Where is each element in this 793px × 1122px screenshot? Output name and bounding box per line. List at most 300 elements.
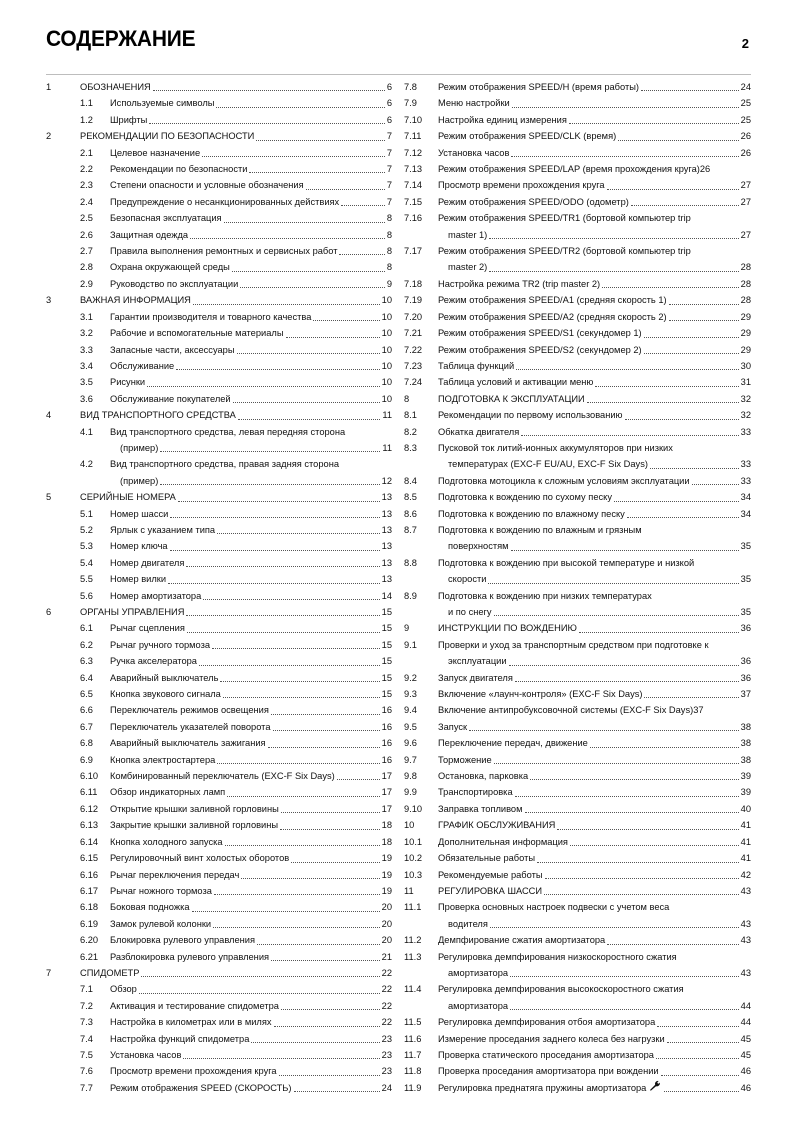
toc-title: ПОДГОТОВКА К ЭКСПЛУАТАЦИИ — [438, 393, 585, 404]
toc-number: 8.7 — [404, 524, 417, 535]
toc-title: Рекомендуемые работы — [438, 869, 543, 880]
toc-entry[interactable] — [404, 358, 751, 374]
toc-entry[interactable] — [46, 374, 392, 390]
toc-page-number: 21 — [381, 951, 392, 962]
toc-page-number: 22 — [381, 1017, 392, 1028]
toc-entry[interactable] — [46, 735, 392, 751]
toc-entry-body — [80, 965, 392, 981]
toc-entry-body — [110, 801, 392, 817]
dot-leader — [141, 976, 379, 977]
toc-entry[interactable] — [404, 145, 751, 161]
toc-number: 11.3 — [404, 951, 422, 962]
toc-entry[interactable] — [404, 752, 751, 768]
toc-number: 7.16 — [404, 213, 423, 224]
toc-entry[interactable] — [46, 916, 392, 932]
toc-page-number: 32 — [740, 393, 751, 404]
toc-title: Комбинированный переключатель (EXC-F Six Days) — [110, 771, 335, 782]
toc-entry[interactable] — [404, 161, 751, 177]
toc-number: 11 — [404, 885, 414, 896]
toc-page-number: 16 — [381, 754, 392, 765]
toc-title: Ручка акселератора — [110, 656, 197, 667]
toc-number: 6.1 — [80, 623, 93, 634]
toc-title: Номер ключа — [110, 541, 168, 552]
toc-page-number: 13 — [381, 557, 392, 568]
toc-entry[interactable] — [404, 473, 751, 489]
toc-entry-body — [438, 834, 751, 850]
dot-leader — [515, 681, 739, 682]
toc-entry[interactable] — [404, 374, 751, 390]
toc-section[interactable] — [46, 128, 392, 144]
toc-entry[interactable] — [404, 391, 751, 407]
toc-page-number: 34 — [740, 508, 751, 519]
toc-title: Аварийный выключатель зажигания — [110, 738, 266, 749]
toc-number: 10 — [404, 820, 415, 831]
toc-entry[interactable] — [404, 210, 751, 243]
toc-entry-body — [438, 637, 751, 670]
toc-entry[interactable] — [46, 325, 392, 341]
dot-leader — [160, 451, 380, 452]
toc-entry[interactable] — [404, 768, 751, 784]
toc-page-number: 38 — [740, 754, 751, 765]
toc-page-number: 15 — [381, 623, 392, 634]
toc-entry-body — [110, 424, 392, 457]
toc-entry-body — [110, 243, 392, 259]
toc-page-number: 35 — [740, 574, 751, 585]
toc-entry-body — [80, 79, 392, 95]
toc-page-number: 41 — [740, 853, 751, 864]
toc-page-number: 41 — [740, 836, 751, 847]
toc-entry[interactable] — [404, 506, 751, 522]
toc-title: Замок рулевой колонки — [110, 918, 212, 929]
toc-title: Рычаг ножного тормоза — [110, 885, 212, 896]
toc-number: 11.7 — [404, 1049, 422, 1060]
toc-entry[interactable] — [46, 243, 392, 259]
toc-page-number: 13 — [381, 541, 392, 552]
toc-number: 6.4 — [80, 672, 93, 683]
toc-title: Степени опасности и условные обозначения — [110, 180, 304, 191]
toc-page-number: 38 — [740, 721, 751, 732]
toc-page-number: 37 — [740, 689, 751, 700]
toc-entry[interactable] — [404, 1031, 751, 1047]
toc-section[interactable] — [46, 407, 392, 423]
toc-entry[interactable] — [404, 1047, 751, 1063]
toc-entry[interactable] — [404, 702, 751, 718]
dot-leader — [595, 386, 738, 387]
toc-title-continuation — [438, 456, 751, 472]
toc-page-number: 35 — [740, 607, 751, 617]
dot-leader — [281, 1009, 380, 1010]
toc-entry[interactable] — [404, 440, 751, 473]
toc-entry[interactable] — [46, 227, 392, 243]
toc-number: 2.2 — [80, 164, 93, 175]
dot-leader — [570, 845, 739, 846]
toc-title: Подготовка к вождению по сухому песку — [438, 492, 612, 503]
toc-entry[interactable] — [404, 407, 751, 423]
dot-leader — [224, 222, 385, 223]
toc-entry[interactable] — [404, 1063, 751, 1079]
toc-entry-body — [438, 177, 751, 193]
dot-leader — [240, 287, 385, 288]
toc-entry-body — [438, 112, 751, 128]
toc-title-line: Проверки и уход за транспортным средством при подготовке к — [438, 639, 709, 650]
toc-entry-body — [110, 670, 392, 686]
toc-entry[interactable] — [46, 834, 392, 850]
toc-page-number: 19 — [381, 885, 392, 896]
toc-entry[interactable] — [404, 1080, 751, 1096]
toc-number: 7.19 — [404, 295, 423, 306]
toc-number: 11.6 — [404, 1033, 422, 1044]
dot-leader — [279, 1075, 380, 1076]
toc-entry-body — [110, 883, 392, 899]
toc-entry[interactable] — [46, 555, 392, 571]
toc-entry[interactable] — [46, 1031, 392, 1047]
toc-page-number: 18 — [381, 836, 392, 847]
toc-entry[interactable] — [46, 145, 392, 161]
toc-section[interactable] — [46, 965, 392, 981]
toc-title: Рычаг сцепления — [110, 623, 185, 634]
toc-entry[interactable] — [46, 259, 392, 275]
toc-title: Измерение проседания заднего колеса без нагрузки — [438, 1033, 665, 1044]
dot-leader — [186, 566, 379, 567]
toc-left-column — [46, 79, 392, 1096]
toc-title-line: Вид транспортного средства, правая задняя сторона — [110, 459, 340, 470]
toc-page-number: 8 — [386, 262, 392, 273]
toc-number: 7.13 — [404, 164, 423, 175]
toc-page-number: 29 — [740, 344, 751, 355]
toc-entry-body — [110, 342, 392, 358]
toc-title: master 1) — [448, 229, 488, 240]
dot-leader — [537, 862, 739, 863]
toc-entry[interactable] — [46, 358, 392, 374]
dot-leader — [644, 353, 739, 354]
toc-title: температурах (EXC-F EU/AU, EXC-F Six Days) — [448, 459, 648, 470]
toc-section[interactable] — [46, 604, 392, 620]
toc-section[interactable] — [46, 292, 392, 308]
toc-number: 7.5 — [80, 1049, 93, 1060]
toc-entry[interactable] — [46, 686, 392, 702]
toc-entry[interactable] — [404, 276, 751, 292]
toc-title: Регулировочный винт холостых оборотов — [110, 853, 290, 864]
dot-leader — [544, 894, 739, 895]
toc-entry[interactable] — [404, 899, 751, 932]
toc-entry[interactable] — [46, 620, 392, 636]
toc-entry[interactable] — [46, 1047, 392, 1063]
dot-leader — [587, 402, 739, 403]
toc-title-continuation — [438, 916, 751, 932]
toc-number: 11.5 — [404, 1017, 422, 1028]
toc-entry[interactable] — [404, 670, 751, 686]
toc-entry[interactable] — [404, 949, 751, 982]
toc-entry[interactable] — [404, 112, 751, 128]
toc-entry[interactable] — [46, 342, 392, 358]
toc-entry[interactable] — [46, 670, 392, 686]
toc-entry-body — [438, 932, 751, 948]
toc-entry[interactable] — [404, 620, 751, 636]
toc-number: 6.8 — [80, 738, 93, 749]
toc-entry[interactable] — [404, 932, 751, 948]
toc-entry[interactable] — [46, 784, 392, 800]
toc-section[interactable] — [46, 79, 392, 95]
toc-title: Проверка статического проседания амортизатора — [438, 1049, 654, 1060]
toc-entry[interactable] — [404, 555, 751, 588]
toc-page-number: 43 — [740, 935, 751, 946]
toc-entry[interactable] — [46, 801, 392, 817]
toc-entry[interactable] — [46, 95, 392, 111]
dot-leader — [489, 238, 738, 239]
toc-number: 7.7 — [80, 1082, 93, 1093]
toc-entry-body — [438, 850, 751, 866]
toc-number: 11.4 — [404, 984, 422, 995]
toc-page-number: 20 — [381, 918, 392, 929]
dot-leader — [306, 189, 385, 190]
toc-entry[interactable] — [404, 128, 751, 144]
toc-title: (пример) — [120, 475, 159, 486]
dot-leader — [490, 927, 739, 928]
dot-leader — [657, 1026, 738, 1027]
toc-entry[interactable] — [404, 424, 751, 440]
toc-title: Транспортировка — [438, 787, 513, 798]
toc-title: master 2) — [448, 262, 488, 273]
toc-entry[interactable] — [46, 456, 392, 489]
toc-entry[interactable] — [404, 522, 751, 555]
toc-entry[interactable] — [404, 177, 751, 193]
toc-entry[interactable] — [46, 883, 392, 899]
toc-entry[interactable] — [46, 112, 392, 128]
toc-entry[interactable] — [404, 850, 751, 866]
toc-entry[interactable] — [404, 981, 751, 1014]
dot-leader — [160, 484, 379, 485]
toc-entry[interactable] — [404, 489, 751, 505]
toc-title: Рекомендации по первому использованию — [438, 410, 623, 421]
toc-number: 2.3 — [80, 180, 93, 191]
toc-title: Настройка режима TR2 (trip master 2) — [438, 278, 601, 289]
dot-leader — [227, 796, 379, 797]
toc-entry-body — [110, 817, 392, 833]
toc-entry-body — [438, 867, 751, 883]
toc-entry[interactable] — [46, 752, 392, 768]
toc-entry[interactable] — [404, 325, 751, 341]
toc-page-number: 36 — [740, 672, 751, 683]
toc-entry[interactable] — [46, 194, 392, 210]
toc-entry[interactable] — [46, 276, 392, 292]
dot-leader — [190, 238, 385, 239]
dot-leader — [202, 156, 385, 157]
toc-entry[interactable] — [46, 177, 392, 193]
toc-entry[interactable] — [46, 899, 392, 915]
toc-entry-body — [438, 752, 751, 768]
toc-entry[interactable] — [404, 686, 751, 702]
toc-entry-body — [438, 325, 751, 341]
toc-page-number: 36 — [740, 623, 751, 634]
toc-entry[interactable] — [404, 292, 751, 308]
dot-leader — [641, 90, 739, 91]
toc-entry-body — [438, 768, 751, 784]
toc-entry[interactable] — [46, 309, 392, 325]
dot-leader — [664, 1091, 738, 1092]
toc-entry[interactable] — [46, 506, 392, 522]
toc-entry[interactable] — [404, 883, 751, 899]
toc-page-number: 20 — [381, 902, 392, 913]
toc-entry[interactable] — [404, 194, 751, 210]
dot-leader — [192, 911, 380, 912]
toc-entry[interactable] — [46, 538, 392, 554]
toc-title: Правила выполнения ремонтных и сервисных работ — [110, 246, 338, 257]
toc-entry[interactable] — [46, 768, 392, 784]
toc-title: Охрана окружающей среды — [110, 262, 230, 273]
toc-entry[interactable] — [404, 243, 751, 276]
toc-page-number: 27 — [740, 180, 751, 191]
toc-page-number: 46 — [740, 1066, 751, 1077]
toc-entry[interactable] — [404, 95, 751, 111]
toc-page-number: 8 — [386, 229, 392, 240]
toc-title-line: Регулировка демпфирования низкоскоростного сжатия — [438, 951, 677, 962]
toc-entry[interactable] — [46, 637, 392, 653]
toc-entry[interactable] — [404, 79, 751, 95]
toc-entry[interactable] — [404, 784, 751, 800]
toc-number: 9.7 — [404, 754, 417, 765]
toc-number: 3.2 — [80, 328, 93, 339]
toc-entry[interactable] — [46, 998, 392, 1014]
dot-leader — [631, 205, 739, 206]
toc-title: Режим отображения SPEED/LAP (время прохождения круга) — [438, 164, 700, 175]
toc-number: 2.8 — [80, 262, 93, 273]
toc-number: 6.12 — [80, 803, 99, 814]
toc-title: Подготовка мотоцикла к сложным условиям эксплуатации — [438, 475, 690, 486]
toc-page-number: 38 — [740, 738, 751, 749]
toc-entry[interactable] — [46, 817, 392, 833]
toc-entry[interactable] — [46, 932, 392, 948]
toc-entry[interactable] — [404, 735, 751, 751]
toc-entry[interactable] — [404, 309, 751, 325]
toc-entry[interactable] — [46, 161, 392, 177]
toc-entry-body — [110, 1031, 392, 1047]
toc-number: 1.1 — [80, 98, 93, 109]
toc-entry[interactable] — [46, 588, 392, 604]
toc-entry[interactable] — [46, 1014, 392, 1030]
toc-title: Режим отображения SPEED/S1 (секундомер 1) — [438, 328, 642, 339]
toc-entry-body — [110, 210, 392, 226]
toc-entry[interactable] — [46, 522, 392, 538]
toc-entry[interactable] — [404, 1014, 751, 1030]
toc-page-number: 29 — [740, 311, 751, 322]
toc-entry[interactable] — [404, 834, 751, 850]
toc-title: Обзор индикаторных ламп — [110, 787, 226, 798]
toc-title: Рабочие и вспомогательные материалы — [110, 328, 284, 339]
toc-title: СПИДОМЕТР — [80, 967, 140, 978]
toc-entry[interactable] — [46, 867, 392, 883]
dot-leader — [273, 730, 380, 731]
toc-number: 7.9 — [404, 98, 417, 109]
toc-entry-body — [110, 1014, 392, 1030]
toc-page-number: 23 — [381, 1033, 392, 1044]
toc-title: ГРАФИК ОБСЛУЖИВАНИЯ — [438, 820, 556, 831]
toc-entry[interactable] — [46, 981, 392, 997]
toc-entry[interactable] — [404, 342, 751, 358]
toc-entry-body — [110, 719, 392, 735]
dot-leader — [233, 402, 380, 403]
toc-entry[interactable] — [404, 719, 751, 735]
toc-title: эксплуатации — [448, 656, 507, 667]
toc-entry[interactable] — [404, 637, 751, 670]
dot-leader — [509, 665, 739, 666]
toc-title: РЕКОМЕНДАЦИИ ПО БЕЗОПАСНОСТИ — [80, 131, 255, 142]
toc-entry-body — [438, 128, 751, 144]
toc-title: амортизатора — [448, 1000, 509, 1011]
page-number: 2 — [741, 36, 749, 51]
toc-number: 8.9 — [404, 590, 417, 601]
dot-leader — [217, 763, 379, 764]
toc-entry[interactable] — [404, 801, 751, 817]
toc-entry[interactable] — [46, 702, 392, 718]
toc-title: Защитная одежда — [110, 229, 189, 240]
toc-entry[interactable] — [404, 588, 751, 621]
toc-title: Таблица функций — [438, 360, 515, 371]
toc-title: Предупреждение о несанкционированных действиях — [110, 196, 340, 207]
dot-leader — [313, 320, 379, 321]
dot-leader — [494, 615, 739, 616]
toc-title: Запуск — [438, 721, 468, 732]
toc-entry-body — [110, 555, 392, 571]
toc-page-number: 24 — [381, 1082, 392, 1093]
toc-entry-body — [438, 522, 751, 555]
toc-title-line: Проверка основных настроек подвески с учетом веса — [438, 902, 670, 913]
toc-page-number: 6 — [386, 114, 392, 125]
toc-entry[interactable] — [46, 571, 392, 587]
toc-title-continuation — [110, 473, 392, 489]
toc-entry[interactable] — [46, 949, 392, 965]
toc-entry[interactable] — [46, 1080, 392, 1096]
toc-entry-body — [438, 702, 751, 718]
toc-entry[interactable] — [404, 867, 751, 883]
toc-entry-body — [110, 932, 392, 948]
toc-page-number: 18 — [381, 820, 392, 831]
toc-entry-body — [110, 177, 392, 193]
toc-entry[interactable] — [46, 719, 392, 735]
toc-number: 9.4 — [404, 705, 417, 716]
toc-page-number: 19 — [381, 853, 392, 864]
toc-entry[interactable] — [46, 391, 392, 407]
toc-entry-body — [80, 604, 392, 620]
toc-number: 6.17 — [80, 885, 99, 896]
toc-section[interactable] — [46, 489, 392, 505]
toc-number: 4.1 — [80, 426, 93, 437]
toc-number: 7.6 — [80, 1066, 93, 1077]
toc-entry[interactable] — [46, 1063, 392, 1079]
toc-entry-body — [110, 768, 392, 784]
toc-entry-body — [110, 227, 392, 243]
toc-entry-body — [110, 899, 392, 915]
toc-title: Руководство по эксплуатации — [110, 278, 239, 289]
toc-page-number: 43 — [740, 918, 751, 929]
toc-number: 7 — [46, 967, 52, 978]
toc-entry[interactable] — [46, 850, 392, 866]
toc-page-number: 10 — [381, 393, 392, 404]
toc-title-continuation — [438, 998, 751, 1014]
toc-entry[interactable] — [404, 817, 751, 833]
toc-entry-body — [438, 555, 751, 588]
toc-number: 6.21 — [80, 951, 99, 962]
toc-page-number: 39 — [740, 771, 751, 782]
dot-leader — [644, 337, 739, 338]
toc-entry[interactable] — [46, 424, 392, 457]
toc-number: 4 — [46, 410, 52, 421]
dot-leader — [618, 140, 738, 141]
toc-entry-body — [438, 949, 751, 982]
toc-number: 9.8 — [404, 771, 417, 782]
toc-entry[interactable] — [46, 653, 392, 669]
dot-leader — [271, 714, 380, 715]
toc-entry[interactable] — [46, 210, 392, 226]
